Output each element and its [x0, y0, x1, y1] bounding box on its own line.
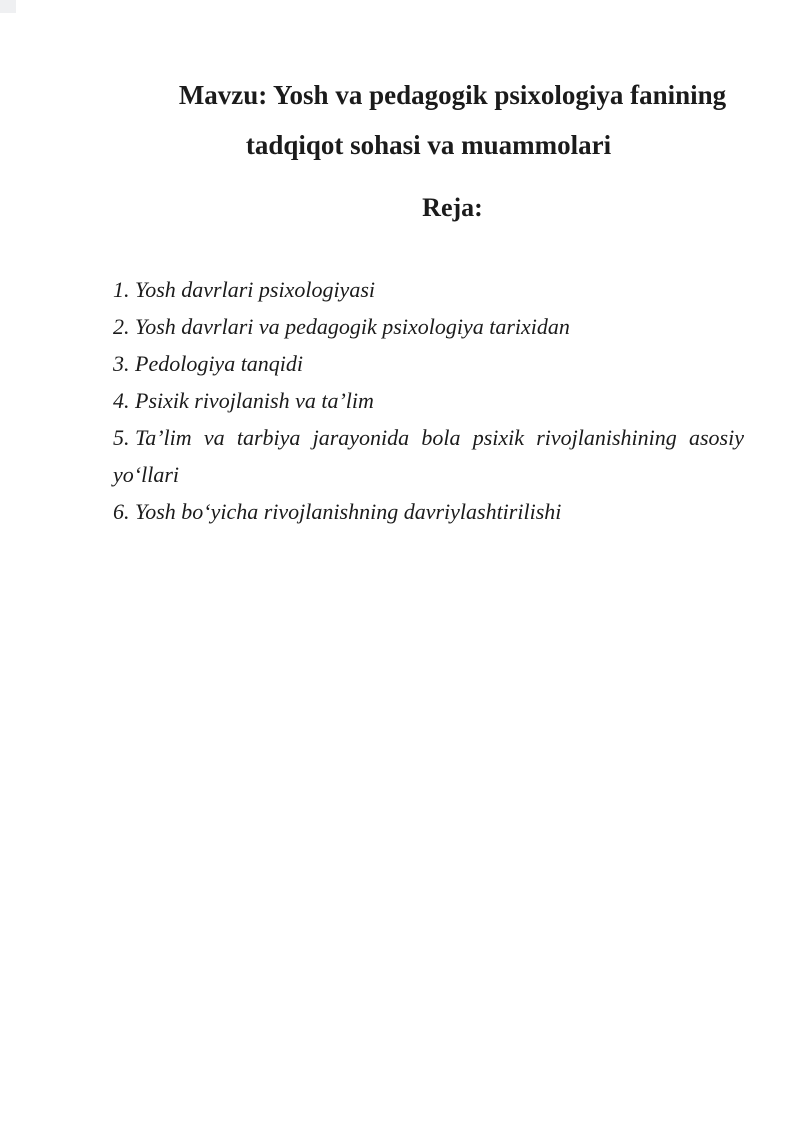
list-item-overflow-text: yoʻllari [113, 462, 179, 487]
list-item [113, 271, 744, 308]
title-line-2: tadqiqot sohasi va muammolari [245, 130, 612, 160]
list-item [113, 345, 744, 382]
list-item-number: 3. [113, 351, 130, 376]
plan-heading: Reja: [422, 193, 483, 222]
list-item-number: 2. [113, 314, 130, 339]
list-item-text: Ta’lim va tarbiya jarayonida bola psixik rivojlanishining asosiy [135, 425, 744, 450]
document-content [113, 0, 744, 530]
title-line-1: Mavzu: Yosh va pedagogik psixologiya fanining [178, 80, 727, 110]
list-item [113, 308, 744, 345]
list-item [113, 419, 744, 456]
list-item [113, 382, 744, 419]
plan-list [113, 271, 744, 530]
scan-artifact [0, 0, 16, 13]
list-item-text: Pedologiya tanqidi [135, 351, 304, 376]
document-title [113, 70, 744, 170]
list-item-text: Yosh davrlari va pedagogik psixologiya tarixidan [135, 314, 570, 339]
list-item-number: 5. [113, 425, 130, 450]
list-item [113, 493, 744, 530]
list-item-text: Psixik rivojlanish va ta’lim [135, 388, 374, 413]
list-item-text: Yosh boʻyicha rivojlanishning davriylashtirilishi [135, 499, 562, 524]
list-item-text: Yosh davrlari psixologiyasi [135, 277, 375, 302]
list-item-number: 4. [113, 388, 130, 413]
list-item-number: 1. [113, 277, 130, 302]
list-item-number: 6. [113, 499, 130, 524]
